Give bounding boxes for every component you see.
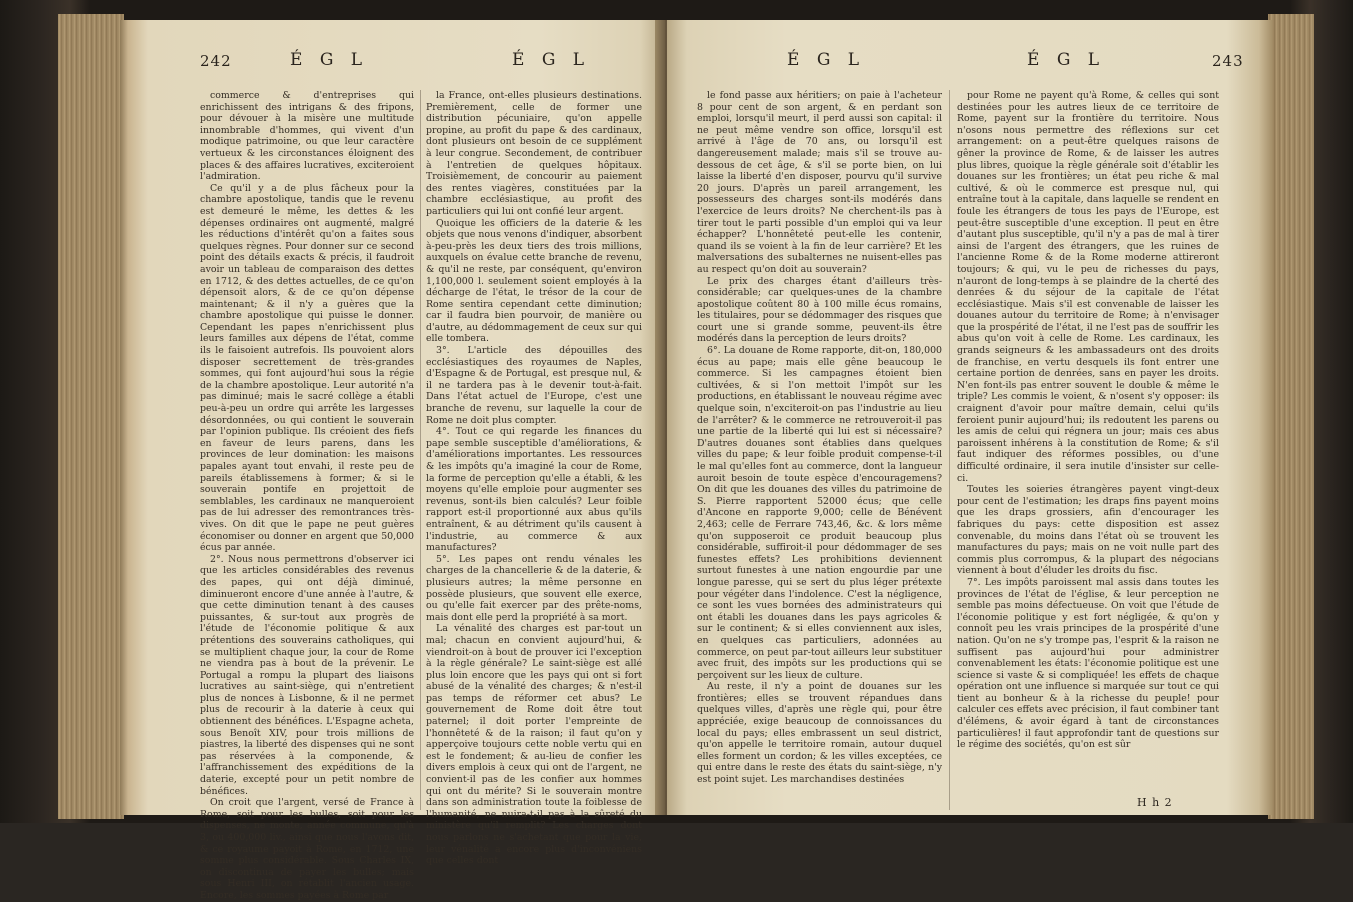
left-running-head-1: É G L (290, 50, 369, 70)
paragraph: 7°. Les impôts paroissent mal assis dans toutes les provinces de l'état de l'église, & leur perception ne semble pas moins défectueuse. On voit que l'étude de l'économie politique y est fort négligée, & qu'on y connoît peu les vrais principes de la prospérité d'une nation. Qu'on ne s'y trompe pas, l'esprit & la raison ne suffisent pas aujourd'hui pour administrer convenablement les états: l'économie politique est une science si vaste & si compliquée! les effets de chaque opération ont une influence si marquée sur tout ce qui tient au bonheur & à la richesse du peuple! pour calculer ces effets avec précision, il faut combiner tant d'élémens, & avoir égard à tant de circonstances particulières! il faut approfondir tant de questions sur le régime des sociétés, qu'on est sûr (957, 576, 1219, 751)
left-column-1 (200, 90, 414, 902)
left-column-2 (426, 90, 642, 867)
right-column-1 (697, 90, 942, 786)
paragraph: On croit que l'argent, versé de France à Rome, soit pour les bulles, soit pour les dispenses, ne monte, année commune, qu'à 3, ou 400,000 liv., ainsi que nous l'avons dit, & ce royaume payoit à Rome, en 1712, une somme plus considérable. Sous Charles IX, on discontinua de payer les bulles; mais sous Henri III, on rétablit l'ancien usage. Encore, les sommes payées à Rome par (200, 797, 414, 901)
paragraph: Toutes les soieries étrangères payent vingt-deux pour cent de l'estimation; les draps fins payent moins que les draps grossiers, afin d'encourager les fabriques du pays: cette disposition est assez convenable, du moins dans l'état où se trouvent les manufactures du pays; mais on ne voit nulle part des commis plus corrompus, & la plupart des négocians viennent à bout d'éluder les droits du fisc. (957, 484, 1219, 577)
left-running-head-2: É G L (512, 50, 591, 70)
signature-mark: H h 2 (1137, 796, 1173, 809)
paragraph: 3°. L'article des dépouilles des ecclésiastiques des royaumes de Naples, d'Espagne & de Portugal, est presque nul, & il ne tardera pas à le devenir tout-à-fait. Dans l'état actuel de l'Europe, c'est une branche de revenu, sur laquelle la cour de Rome ne doit plus compter. (426, 345, 642, 426)
paragraph: la France, ont-elles plusieurs destinations. Premièrement, celle de former une distribution pécuniaire, qu'on appelle propine, au profit du pape & des cardinaux, dont plusieurs ont besoin de ce supplément à leur congrue. Secondement, de contribuer à l'entretien de quelques hôpitaux. Troisièmement, de concourir au paiement des rentes viagères, constituées par la chambre ecclésiastique, au profit des particuliers qui lui ont confié leur argent. (426, 90, 642, 217)
paragraph: Quoique les officiers de la daterie & les objets que nous venons d'indiquer, absorbent à-peu-près les deux tiers des trois millions, auxquels on évalue cette branche de revenu, & qu'il ne reste, par conséquent, qu'environ 1,100,000 l. seulement soient employés à la décharge de l'état, le trésor de la cour de Rome sentira cependant cette diminution; car il faudra bien pourvoir, de manière ou d'autre, au dédommagement de ceux sur qui elle tombera. (426, 217, 642, 345)
paragraph: commerce & d'entreprises qui enrichissent des intrigans & des fripons, pour dévouer à la misère une multitude innombrable d'hommes, qui vivent d'un modique patrimoine, ou que leur caractère vertueux & les circonstances éloignent des places & des affaires lucratives, exciteroient l'admiration. (200, 90, 414, 183)
column-rule (949, 90, 950, 810)
paragraph: La vénalité des charges est par-tout un mal; chacun en convient aujourd'hui, & viendroit-on à bout de prouver ici l'exception à la règle générale? Le saint-siège est allé plus loin encore que les pays qui ont si fort abusé de la vénalité des charges; & n'est-il pas temps de réformer cet abus? Le gouvernement de Rome doit être tout paternel; il doit porter l'empreinte de l'honnêteté & de la raison; il faut qu'on y apperçoive toujours cette noble vertu qui en est le fondement; & au-lieu de confier les divers emplois à ceux qui ont de l'argent, ne convient-il pas de les confier aux hommes qui ont du mérite? Si le souverain montre dans son administration toute la foiblesse de l'humanité, ne nuira-t-il pas à la sûreté du ministère qu'il remplit? Les charges dont nous parlons ne s'achetant que pour la vie, leur vénalité a encore plus d'inconvéniens que celles dont (426, 623, 642, 867)
paragraph: le fond passe aux héritiers; on paie à l'acheteur 8 pour cent de son argent, & en perdant son emploi, lorsqu'il meurt, il perd aussi son capital: il ne peut même vendre son office, lorsqu'il est arrivé à l'âge de 70 ans, ou lorsqu'il est dangereusement malade; mais s'il se trouve au-dessous de cet âge, & s'il se porte bien, on lui laisse la liberté d'en disposer, pourvu qu'il survive 20 jours. D'après un pareil arrangement, les possesseurs des charges sont-ils modérés dans l'exercice de leurs droits? Ne cherchent-ils pas à tirer tout le parti possible d'un emploi qui va leur échapper? L'honnêteté peut-elle les contenir, quand ils se voient à la fin de leur carrière? Et les malversations des subalternes ne nuisent-elles pas au respect qu'on doit au souverain? (697, 90, 942, 275)
paragraph: 5°. Les papes ont rendu vénales les charges de la chancellerie & de la daterie, & plusieurs autres; la même personne en possède plusieurs, que souvent elle exerce, ou qu'elle fait exercer par des prête-noms, mais dont elle perd la propriété à sa mort. (426, 553, 642, 623)
right-page-edges (1268, 14, 1314, 819)
right-running-head-2: É G L (1027, 50, 1106, 70)
right-page (667, 20, 1272, 815)
left-page (120, 20, 665, 901)
left-folio: 242 (200, 52, 232, 70)
paragraph: Ce qu'il y a de plus fâcheux pour la chambre apostolique, tandis que le revenu est demeuré le même, les dettes & les dépenses ordinaires ont augmenté, malgré les réductions d'intérêt qu'on a faites sous quelques règnes. Pour donner sur ce second point des détails exacts & précis, il faudroit avoir un tableau de comparaison des dettes en 1712, & des dettes actuelles, de ce qu'on dépensoit alors, & de ce qu'on dépense maintenant; & il n'y a guères que la chambre apostolique qui puisse le donner. Cependant les papes n'enrichissent plus leurs familles aux dépens de l'état, comme ils le faisoient autrefois. Ils pouvoient alors disposer secrettement de très-grandes sommes, qui font aujourd'hui sous la régie de la chambre apostolique. Leur autorité n'a pas diminué; mais le sacré collège a établi peu-à-peu un ordre qui arrête les largesses désordonnées, ou qui contient le souverain par l'opinion publique. Ils créoient des fiefs en faveur de leurs parens, dans les provinces de leur domination: les maisons papales ayant tout envahi, il reste peu de pareils établissemens à former; & si le souverain pontife en projettoit de semblables, les cardinaux ne manqueroient pas de lui adresser des remontrances très-vives. On dit que le pape ne peut guères économiser ou donner en argent que 50,000 écus par année. (200, 182, 414, 554)
right-folio: 243 (1212, 52, 1244, 70)
paragraph: Le prix des charges étant d'ailleurs très-considérable; car quelques-unes de la chambre apostolique coûtent 80 à 100 mille écus romains, les titulaires, pour se dédommager des risques que court une si grande somme, peuvent-ils être modérés dans la perception de leurs droits? (697, 275, 942, 345)
left-page-edges (58, 14, 124, 819)
right-running-head-1: É G L (787, 50, 866, 70)
column-rule (420, 90, 421, 810)
right-column-2 (957, 90, 1219, 751)
paragraph: 4°. Tout ce qui regarde les finances du pape semble susceptible d'améliorations, & d'améliorations importantes. Les ressources & les impôts qu'a imaginé la cour de Rome, la forme de perception qu'elle a établi, & les moyens qu'elle emploie pour augmenter ses revenus, sont-ils bien calculés? Leur foible rapport est-il proportionné aux abus qu'ils entraînent, & au détriment qu'ils causent à l'industrie, au commerce & aux manufactures? (426, 426, 642, 554)
paragraph: Au reste, il n'y a point de douanes sur les frontières; elles se trouvent répandues dans quelques villes, d'après une règle qui, pour être appréciée, exige beaucoup de connoissances du local du pays; elles embrassent un seul district, qu'on appelle le territoire romain, autour duquel elles forment un cordon; & les villes exceptées, ce qui entre dans le reste des états du saint-siège, n'y est point sujet. Les marchandises destinées (697, 681, 942, 786)
paragraph: 2°. Nous nous permettrons d'observer ici que les articles considérables des revenus des papes, qui ont déjà diminué, diminueront encore d'une année à l'autre, & que cette diminution tenant à des causes puissantes, & sur-tout aux progrès de l'étude de l'économie politique & aux prétentions des souverains catholiques, qui se multiplient chaque jour, la cour de Rome ne viendra pas à bout de la prévenir. Le Portugal a rompu la plupart des liaisons lucratives au saint-siège, qui n'entretient plus de nonces à Lisbonne, & il ne permet plus de recourir à la daterie à ceux qui obtiennent des bénéfices. L'Espagne acheta, sous Benoît XIV, pour trois millions de piastres, la liberté des dispenses qui ne sont pas réservées à la componende, & l'affranchissement des expéditions de la daterie, excepté pour un petit nombre de bénéfices. (200, 553, 414, 797)
paragraph: pour Rome ne payent qu'à Rome, & celles qui sont destinées pour les autres lieux de ce territoire de Rome, payent sur la frontière du territoire. Nous n'osons nous permettre des réflexions sur cet arrangement: on a peut-être quelques raisons de gêner la province de Rome, & de laisser les autres plus libres, quoique la règle générale soit d'établir les douanes sur les frontières; un état peu riche & mal cultivé, & où le commerce est presque nul, qui entraîne tout à la capitale, dans laquelle se rendent en foule les étrangers de tous les pays de l'Europe, est peut-être susceptible d'une exception. Il peut en être d'autant plus susceptible, qu'il n'y a pas de mal à tirer ainsi de l'argent des étrangers, que les ruines de l'ancienne Rome & de la Rome moderne attireront toujours; & qui, vu le peu de richesses du pays, n'auront de long-temps à se plaindre de la cherté des denrées & du séjour de la capitale de l'état ecclésiastique. Mais s'il est convenable de laisser les douanes autour du territoire de Rome; à n'envisager que la prospérité de l'état, il ne l'est pas de souffrir les abus qu'on voit à celle de Rome. Les cardinaux, les grands seigneurs & les ambassadeurs ont des droits de franchise, en vertu desquels ils font entrer une certaine portion de denrées, sans en payer les droits. N'en font-ils pas entrer souvent le double & même le triple? Les commis le voient, & n'osent s'y opposer: ils craignent d'avoir pour maître demain, celui qu'ils feroient punir aujourd'hui; ils redoutent les parens ou les amis de celui qui régnera un jour; mais ces abus paroissent inhérens à la constitution de Rome; & s'il faut indiquer des réformes possibles, ou d'une difficulté ordinaire, il sera inutile d'insister sur celle-ci. (957, 90, 1219, 484)
paragraph: 6°. La douane de Rome rapporte, dit-on, 180,000 écus au pape; mais elle gêne beaucoup le commerce. Si les campagnes étoient bien cultivées, & si l'on mettoit l'impôt sur les productions, en établissant le nouveau régime avec quelque soin, n'exciteroit-on pas l'industrie au lieu de l'arrêter? & le commerce ne retrouveroit-il pas une partie de la liberté qui lui est si nécessaire? D'autres douanes sont établies dans quelques villes du pape; & leur foible produit compense-t-il le mal qu'elles font au commerce, dont la langueur auroit besoin de toute espèce d'encouragemens? On dit que les douanes des villes du patrimoine de S. Pierre rapportent 52000 écus; que celle d'Ancone en rapporte 9,000; celle de Bénévent 2,463; celle de Ferrare 743,46, &c. & lors même qu'on supposeroit ce produit beaucoup plus considérable, suffiroit-il pour dédommager de ses funestes effets? Les prohibitions deviennent surtout funestes à une nation engourdie par une longue paresse, qui se sert du plus léger prétexte pour végéter dans l'indolence. C'est la négligence, ce sont les vues bornées des administrateurs qui ont établi les douanes dans les pays agricoles & sur le continent; & si elles conviennent aux isles, en quelques cas particuliers, adonnées au commerce, on peut par-tout ailleurs leur substituer avec fruit, des impôts sur les productions qui se perçoivent sur les lieux de culture. (697, 345, 942, 681)
